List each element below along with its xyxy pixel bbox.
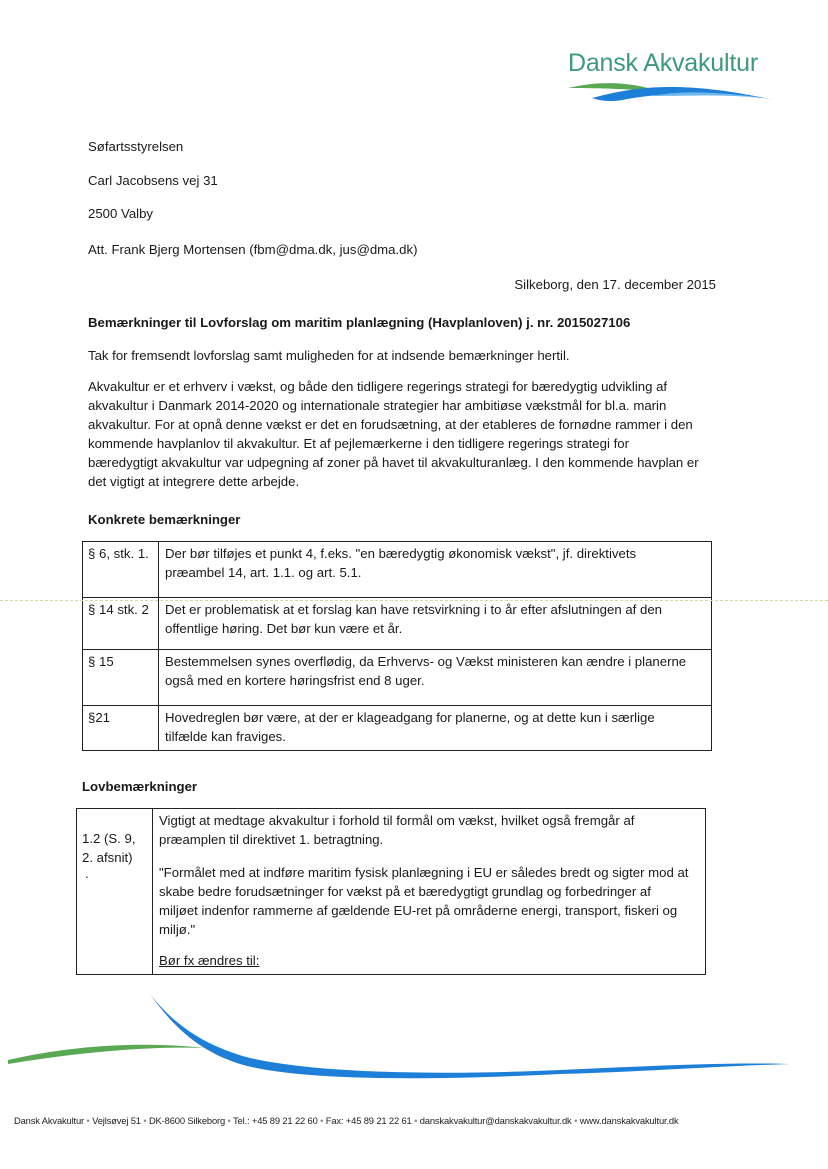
table-ref-cell: § 14 stk. 2 (83, 598, 159, 650)
recipient-name: Søfartsstyrelsen (88, 139, 184, 154)
body-line: akvakultur. For at opnå denne vækst er det en forudsætning, at der etableres de fornødne rammer i den (88, 417, 693, 432)
footer-street: Vejlsøvej 51 (92, 1115, 141, 1126)
dateline: Silkeborg, den 17. december 2015 (514, 277, 716, 292)
cell-line: Der bør tilføjes et punkt 4, f.eks. "en bæredygtig økonomisk vækst", jf. direktivets (165, 546, 637, 561)
cell-line: Bestemmelsen synes overflødig, da Erhvervs- og Vækst ministeren kan ændre i planerne (165, 654, 687, 669)
ref-line: 2. afsnit) (82, 850, 133, 865)
body-line: bæredygtigt akvakultur var udpegning af zoner på havet til akvakulturanlæg. I den kommende havplan er (88, 455, 699, 470)
quote-line: miljøet indenfor rammerne af gældende EU-ret på områderne energi, transport, fiskeri og (159, 903, 678, 918)
cell-line: tilfælde kan fraviges. (165, 729, 286, 744)
recipient-attention: Att. Frank Bjerg Mortensen (fbm@dma.dk, jus@dma.dk) (88, 242, 418, 257)
body-line: Akvakultur er et erhverv i vækst, og både den tidligere regerings strategi for bæredygtig udvikling af (88, 379, 668, 394)
recipient-street: Carl Jacobsens vej 31 (88, 173, 218, 188)
table-text-cell (159, 542, 712, 598)
footer-separator: • (320, 1115, 324, 1126)
table-text-cell (159, 706, 712, 751)
footer-city: DK-8600 Silkeborg (148, 1115, 226, 1126)
recipient-city: 2500 Valby (88, 206, 154, 221)
konkrete-table (82, 541, 712, 751)
table-row (83, 650, 712, 706)
footer-waves-icon (0, 990, 828, 1090)
quote-line: miljø." (159, 922, 196, 937)
lovbem-title: Lovbemærkninger (82, 779, 198, 794)
change-label: Bør fx ændres til: (159, 953, 260, 968)
body-line: akvakultur i Danmark 2014-2020 og internationale strategier har ambitiøse vækstmål for bl.a. marin (88, 398, 667, 413)
footer (14, 1111, 679, 1130)
table-row (77, 809, 706, 975)
table-ref-cell: § 6, stk. 1. (83, 542, 159, 598)
table-row (83, 706, 712, 751)
footer-separator: • (414, 1115, 418, 1126)
ref-dot: . (85, 866, 89, 881)
footer-org: Dansk Akvakultur (14, 1115, 85, 1126)
konkrete-title: Konkrete bemærkninger (88, 512, 241, 527)
cell-line: offentlige høring. Det bør kun være et år. (165, 621, 403, 636)
cell-line: Det er problematisk at et forslag kan have retsvirkning i to år efter afslutningen af den (165, 602, 662, 617)
footer-web[interactable]: www.danskakvakultur.dk (579, 1115, 679, 1126)
logo-waves-icon (562, 78, 782, 108)
table-ref-cell: § 15 (83, 650, 159, 706)
lovbem-table (76, 808, 706, 975)
subject-heading: Bemærkninger til Lovforslag om maritim planlægning (Havplanloven) j. nr. 2015027106 (88, 315, 631, 330)
body-line: det vigtigt at integrere dette arbejde. (88, 474, 300, 489)
table-text-cell (159, 650, 712, 706)
cell-line: Hovedreglen bør være, at der er klageadgang for planerne, og at dette kun i særlige (165, 710, 655, 725)
table-ref-cell: §21 (83, 706, 159, 751)
footer-email[interactable]: danskakvakultur@danskakvakultur.dk (419, 1115, 572, 1126)
table-text-cell (159, 598, 712, 650)
scan-guide-line (0, 600, 828, 601)
intro-paragraph: Tak for fremsendt lovforslag samt muligheden for at indsende bemærkninger hertil. (88, 348, 570, 363)
body-paragraph (88, 377, 728, 491)
quote-line: "Formålet med at indføre maritim fysisk planlægning i EU er således bredt og sigter mod at (159, 865, 689, 880)
cell-line: præambel 14, art. 1.1. og art. 5.1. (165, 565, 362, 580)
table-text-cell (153, 809, 706, 975)
footer-fax: Fax: +45 89 21 22 61 (325, 1115, 412, 1126)
ref-line: 1.2 (S. 9, (82, 831, 136, 846)
footer-separator: • (227, 1115, 231, 1126)
cell-line: Vigtigt at medtage akvakultur i forhold til formål om vækst, hvilket også fremgår af (159, 813, 635, 828)
quote-line: skabe bedre forudsætninger for vækst på et bæredygtigt grundlag og forbedringer af (159, 884, 651, 899)
footer-separator: • (574, 1115, 578, 1126)
table-ref-cell (77, 809, 153, 975)
table-row (83, 598, 712, 650)
table-row (83, 542, 712, 598)
body-line: kommende havplanlov til akvakultur. Et af pejlemærkerne i den tidligere regerings strategi for (88, 436, 629, 451)
footer-separator: • (86, 1115, 90, 1126)
cell-line: præamplen til direktivet 1. betragtning. (159, 832, 384, 847)
footer-tel: Tel.: +45 89 21 22 60 (232, 1115, 318, 1126)
cell-line: også med en kortere høringsfrist end 8 uger. (165, 673, 425, 688)
footer-separator: • (143, 1115, 147, 1126)
logo-wordmark: Dansk Akvakultur (568, 49, 758, 77)
